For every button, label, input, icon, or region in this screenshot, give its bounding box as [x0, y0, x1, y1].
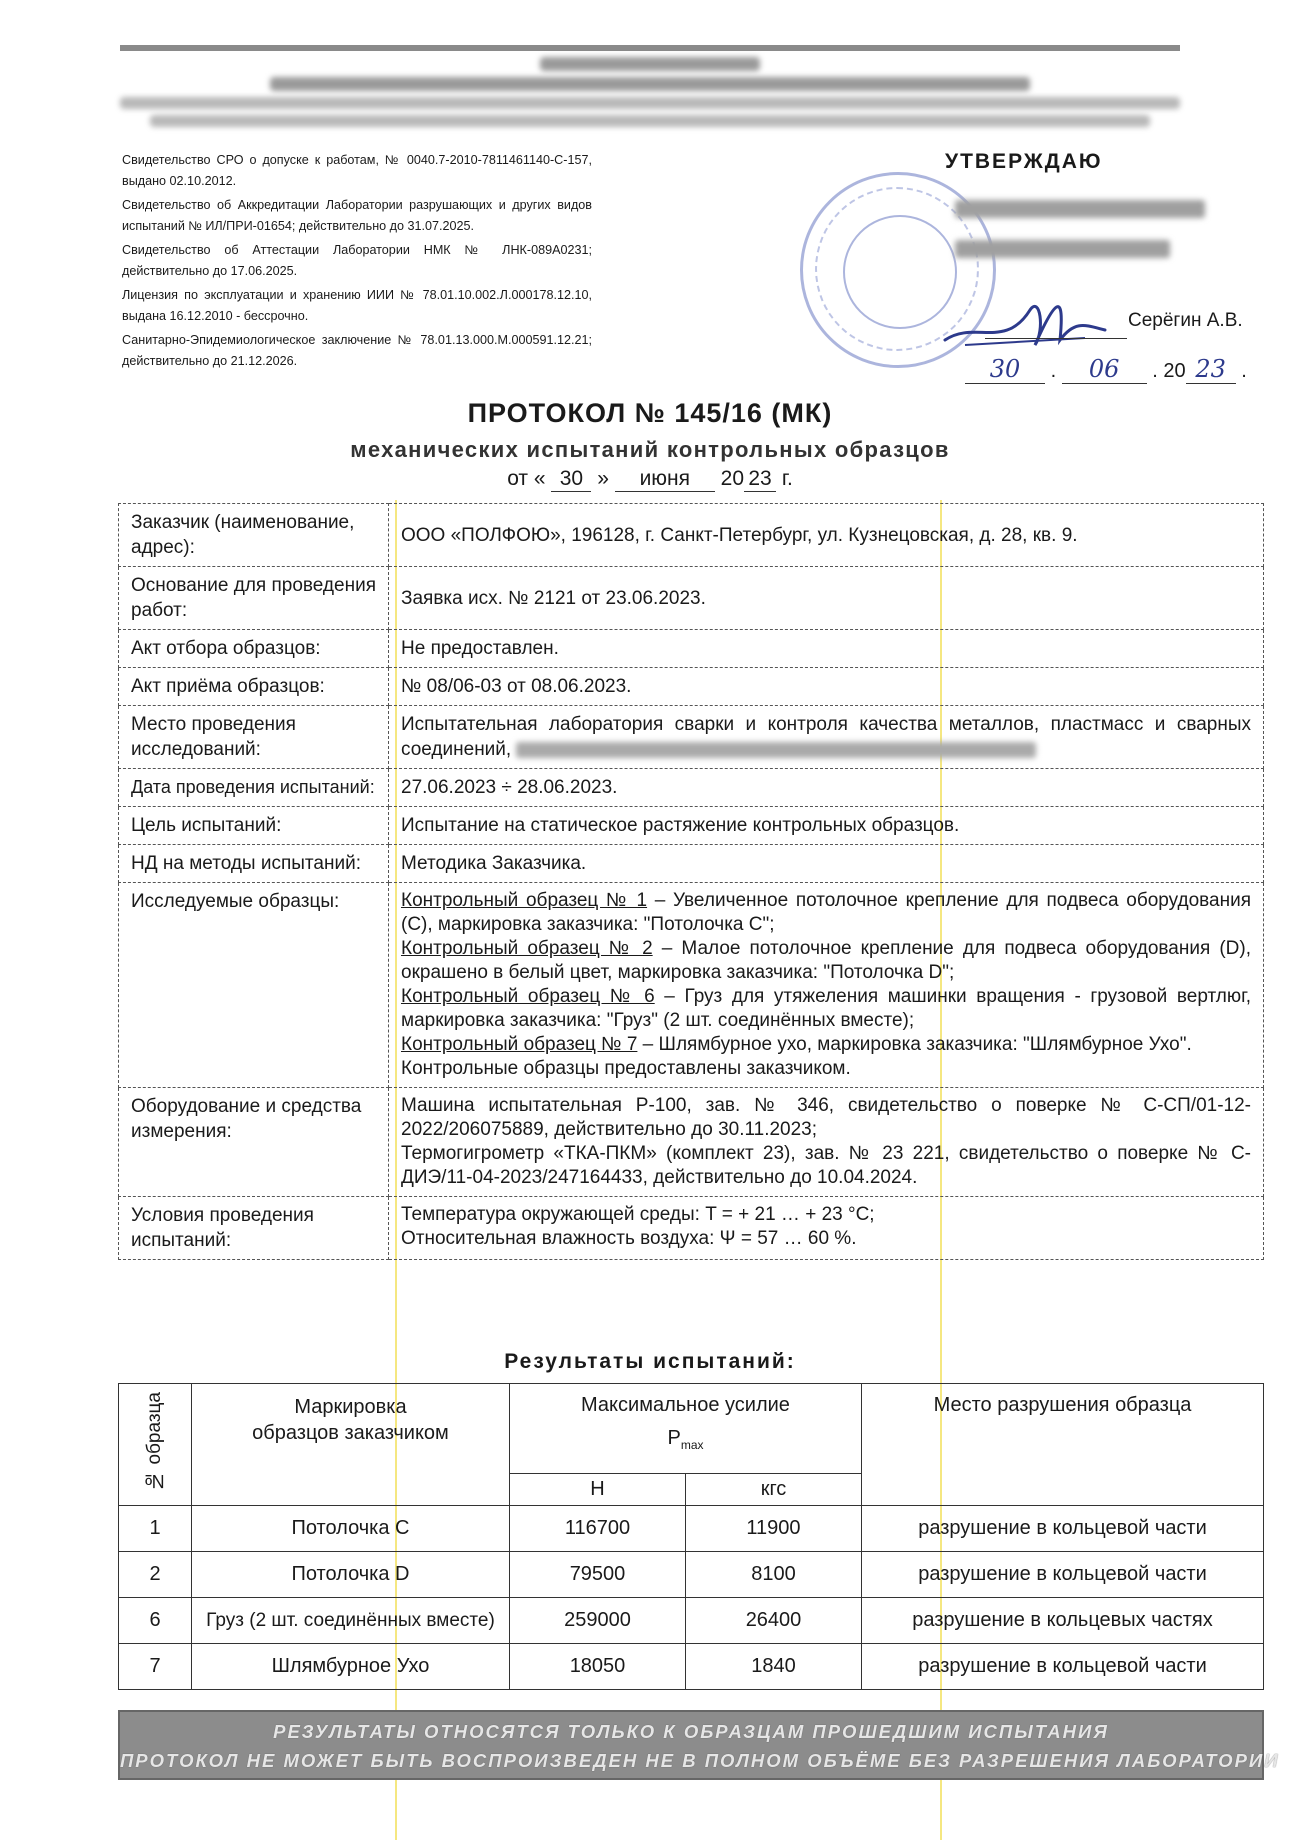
- goal-label: Цель испытаний:: [119, 807, 389, 845]
- nd-label: НД на методы испытаний:: [119, 845, 389, 883]
- approver-org-redacted: [955, 240, 1170, 258]
- test-date-label: Дата проведения испытаний:: [119, 769, 389, 807]
- protocol-subtitle: механических испытаний контрольных образцов: [350, 437, 950, 462]
- table-row: [119, 706, 1264, 769]
- equipment-label: Оборудование и средства измерения:: [119, 1088, 389, 1197]
- table-row: [119, 845, 1264, 883]
- col-header-number: № образца: [119, 1384, 192, 1506]
- equipment-item: Термогигрометр «ТКА-ПКМ» (комплект 23), зав. № 23 221, свидетельство о поверке № С-ДИЭ/11-04-2023/247164433, действительно до 10.04.2024.: [401, 1143, 1251, 1188]
- conditions-cell: [389, 1197, 1264, 1260]
- conditions-temperature: Температура окружающей среды: T = + 21 … + 23 °С;: [401, 1204, 875, 1225]
- basis-label: Основание для проведения работ:: [119, 567, 389, 630]
- table-row: 6 Груз (2 шт. соединённых вместе) 259000 26400 разрушение в кольцевых частях: [119, 1598, 1264, 1644]
- signer-name: Серёгин А.В.: [1128, 310, 1243, 331]
- acceptance-label: Акт приёма образцов:: [119, 668, 389, 706]
- letterhead-redacted: [120, 45, 1180, 136]
- acceptance-value: № 08/06-03 от 08.06.2023.: [389, 668, 1264, 706]
- col-header-kgs: кгс: [686, 1474, 862, 1506]
- customer-label: Заказчик (наименование, адрес):: [119, 504, 389, 567]
- sample-item: Контрольный образец № 6 – Груз для утяжеления машинки вращения - грузовой вертлюг, маркировка заказчика: "Груз" (2 шт. соединённых вместе);: [401, 986, 1251, 1031]
- customer-value: ООО «ПОЛФОЮ», 196128, г. Санкт-Петербург, ул. Кузнецовская, д. 28, кв. 9.: [389, 504, 1264, 567]
- approval-date: 30 . 06 . 20 23 .: [965, 355, 1247, 384]
- credentials-block: [122, 150, 592, 375]
- samples-note: Контрольные образцы предоставлены заказчиком.: [401, 1058, 851, 1079]
- col-header-marking: Маркировка образцов заказчиком: [192, 1384, 510, 1506]
- credential-line: Свидетельство об Аттестации Лаборатории НМК № ЛНК-089А0231; действительно до 17.06.2025.: [122, 243, 592, 278]
- table-row: [119, 668, 1264, 706]
- equipment-cell: [389, 1088, 1264, 1197]
- place-label: Место проведения исследований:: [119, 706, 389, 769]
- protocol-date-month: июня: [615, 467, 715, 492]
- protocol-date-day: 30: [551, 467, 591, 492]
- test-date-value: 27.06.2023 ÷ 28.06.2023.: [389, 769, 1264, 807]
- approver-position-redacted: [955, 200, 1205, 218]
- samples-cell: [389, 883, 1264, 1088]
- sampling-label: Акт отбора образцов:: [119, 630, 389, 668]
- table-row: [119, 1088, 1264, 1197]
- results-heading: Результаты испытаний:: [504, 1350, 796, 1373]
- table-row: 1 Потолочка С 116700 11900 разрушение в кольцевой части: [119, 1506, 1264, 1552]
- sample-item: Контрольный образец № 2 – Малое потолочное крепление для подвеса оборудования (D), окрашено в белый цвет, маркировка заказчика: "Потолочка D";: [401, 938, 1251, 983]
- protocol-title: ПРОТОКОЛ № 145/16 (МК): [467, 398, 833, 428]
- equipment-item: Машина испытательная Р-100, зав. № 346, свидетельство о поверке № С-СП/01-12-2022/206075889, действительно до 30.11.2023;: [401, 1095, 1251, 1140]
- approval-title: УТВЕРЖДАЮ: [945, 150, 1103, 173]
- signature-line: [985, 338, 1127, 339]
- goal-value: Испытание на статическое растяжение контрольных образцов.: [389, 807, 1264, 845]
- disclaimer-banner: [118, 1710, 1280, 1780]
- conditions-label: Условия проведения испытаний:: [119, 1197, 389, 1260]
- table-row: [119, 883, 1264, 1088]
- results-table: [118, 1383, 1264, 1690]
- basis-value: Заявка исх. № 2121 от 23.06.2023.: [389, 567, 1264, 630]
- credential-line: Свидетельство СРО о допуске к работам, № 0040.7-2010-7811461140-С-157, выдано 02.10.2012.: [122, 153, 592, 188]
- sampling-value: Не предоставлен.: [389, 630, 1264, 668]
- table-row: [119, 769, 1264, 807]
- col-header-place: Место разрушения образца: [862, 1384, 1264, 1506]
- disclaimer-line: РЕЗУЛЬТАТЫ ОТНОСЯТСЯ ТОЛЬКО К ОБРАЗЦАМ ПРОШЕДШИМ ИСПЫТАНИЯ: [273, 1721, 1109, 1742]
- place-cell: [389, 706, 1264, 769]
- approval-date-month: 06: [1088, 355, 1120, 383]
- sample-item: Контрольный образец № 7 – Шлямбурное ухо, маркировка заказчика: "Шлямбурное Ухо".: [401, 1034, 1192, 1055]
- nd-value: Методика Заказчика.: [389, 845, 1264, 883]
- col-header-newton: Н: [510, 1474, 686, 1506]
- credential-line: Свидетельство об Аккредитации Лаборатории разрушающих и других видов испытаний № ИЛ/ПРИ-01654; действительно до 31.07.2025.: [122, 198, 592, 233]
- protocol-info-table: [118, 503, 1264, 1260]
- table-header-row: [119, 1384, 1264, 1474]
- table-row: 7 Шлямбурное Ухо 18050 1840 разрушение в кольцевой части: [119, 1644, 1264, 1690]
- address-redacted: [516, 742, 1036, 758]
- col-header-force: Максимальное усилие $P_{max}$: [510, 1384, 862, 1474]
- table-row: [119, 1197, 1264, 1260]
- approval-date-year-prefix: 20: [1163, 360, 1186, 382]
- sample-item: Контрольный образец № 1 – Увеличенное потолочное крепление для подвеса оборудования (С), маркировка заказчика: "Потолочка С";: [401, 890, 1251, 935]
- table-row: 2 Потолочка D 79500 8100 разрушение в кольцевой части: [119, 1552, 1264, 1598]
- approval-date-day: 30: [989, 355, 1021, 383]
- protocol-date-year: 23: [744, 467, 776, 492]
- disclaimer-line: ПРОТОКОЛ НЕ МОЖЕТ БЫТЬ ВОСПРОИЗВЕДЕН НЕ В ПОЛНОМ ОБЪЁМЕ БЕЗ РАЗРЕШЕНИЯ ЛАБОРАТОРИИ: [120, 1750, 1280, 1771]
- approval-date-year-suffix: 23: [1195, 355, 1226, 383]
- conditions-humidity: Относительная влажность воздуха: Ψ = 57 … 60 %.: [401, 1228, 857, 1249]
- table-row: [119, 630, 1264, 668]
- samples-label: Исследуемые образцы:: [119, 883, 389, 1088]
- credential-line: Санитарно-Эпидемиологическое заключение № 78.01.13.000.М.000591.12.21; действительно до 21.12.2026.: [122, 333, 592, 368]
- protocol-date: от « 30 » июня 20 23 г.: [507, 467, 793, 490]
- table-row: [119, 807, 1264, 845]
- table-row: [119, 567, 1264, 630]
- table-row: [119, 504, 1264, 567]
- place-value: Испытательная лаборатория сварки и контроля качества металлов, пластмасс и сварных соединений,: [401, 714, 1251, 760]
- credential-line: Лицензия по эксплуатации и хранению ИИИ № 78.01.10.002.Л.000178.12.10, выдана 16.12.2010 - бессрочно.: [122, 288, 592, 323]
